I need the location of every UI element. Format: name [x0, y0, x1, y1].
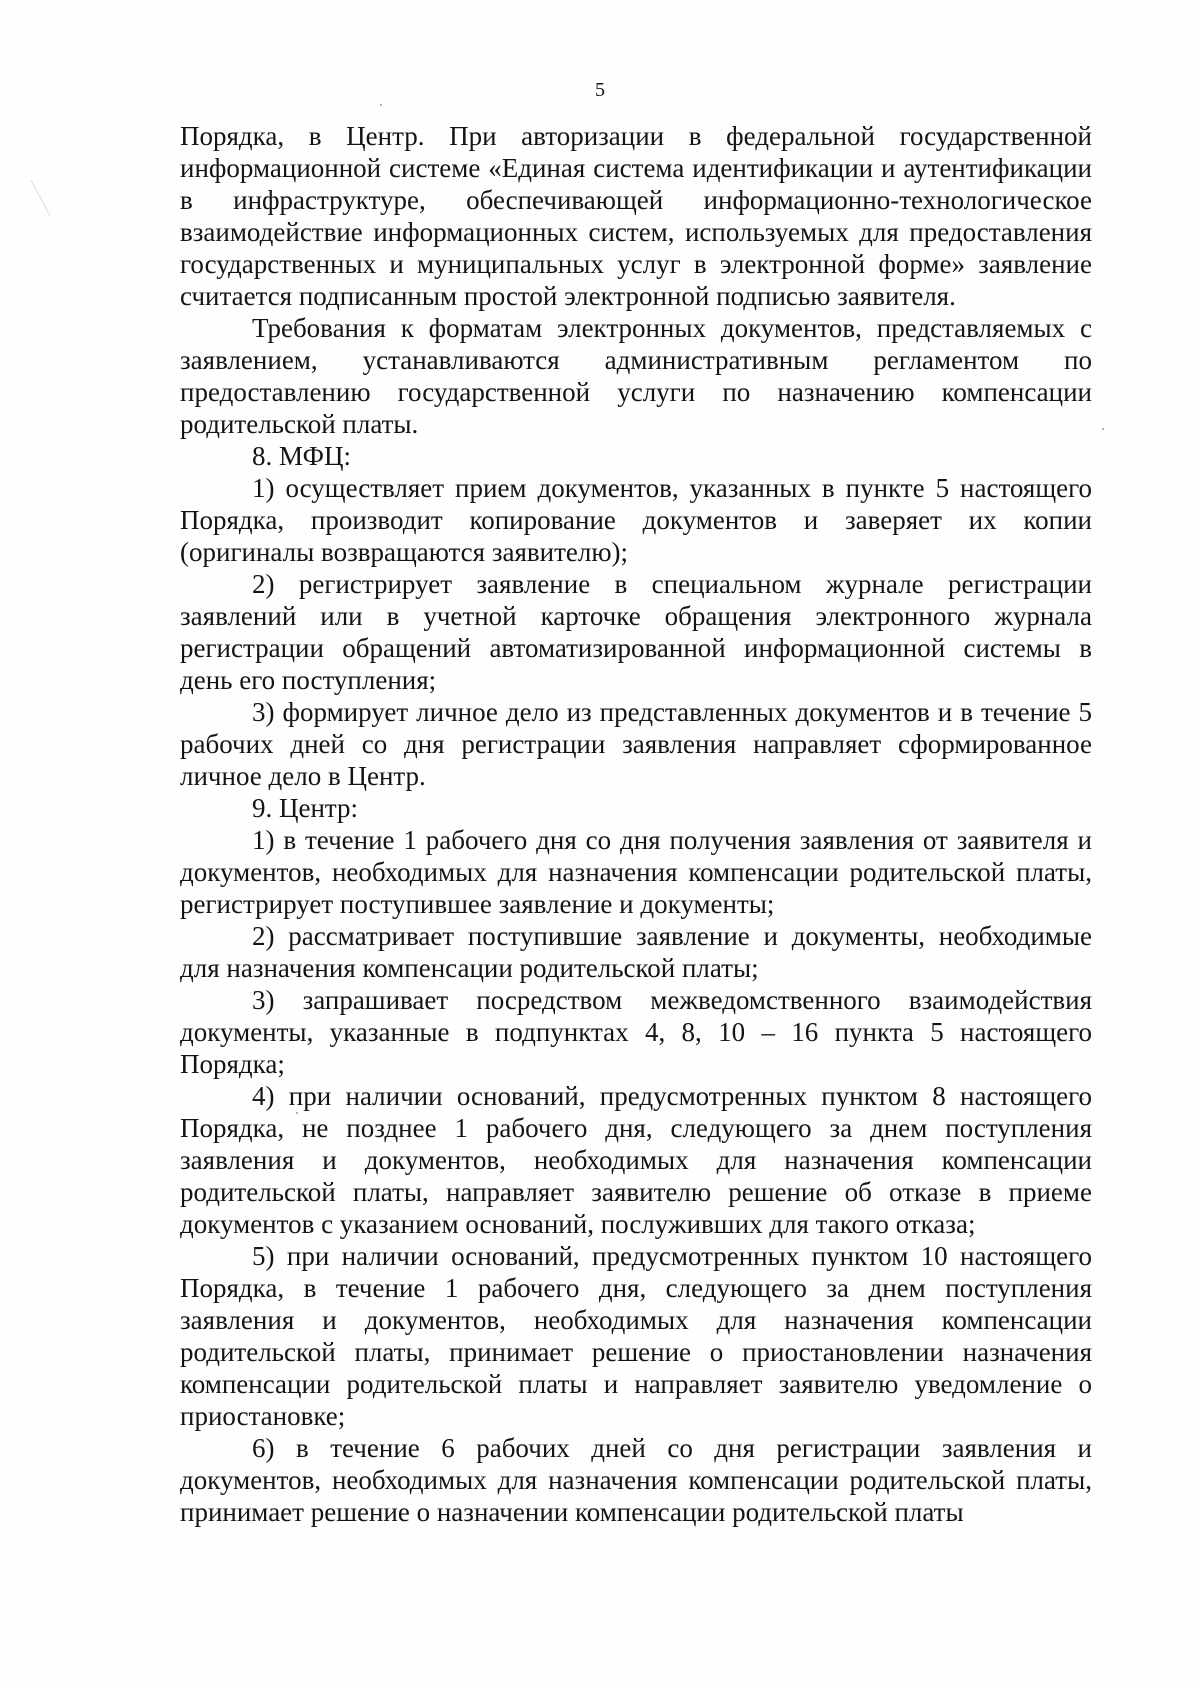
paragraph-continuation: Порядка, в Центр. При авторизации в федеральной государственной информационной системе «Единая система идентификации и аутентификации в инфраструктуре, обеспечивающей информационно-технологическое взаимодействие информационных систем, используемых для предоставления государственных и муниципальных услуг в электронной форме» заявление считается подписанным простой электронной подписью заявителя. — [180, 121, 1092, 311]
section-heading-mfc: 8. МФЦ: — [252, 441, 351, 471]
scan-artifact — [31, 180, 51, 216]
paragraph-format-requirements: Требования к форматам электронных документов, представляемых с заявлением, устанавливаются административным регламентом по предоставлению государственной услуги по назначению компенсации родительской платы. — [180, 313, 1092, 439]
list-item-mfc-2: 2) регистрирует заявление в специальном журнале регистрации заявлений или в учетной карточке обращения электронного журнала регистрации обращений автоматизированной информационной системы в день его поступления; — [180, 569, 1092, 695]
section-heading-center: 9. Центр: — [252, 793, 359, 823]
document-body — [180, 120, 1092, 1528]
scan-speck — [1102, 428, 1104, 430]
list-item-mfc-3: 3) формирует личное дело из представленных документов и в течение 5 рабочих дней со дня регистрации заявления направляет сформированное личное дело в Центр. — [180, 697, 1092, 791]
list-item-center-1: 1) в течение 1 рабочего дня со дня получения заявления от заявителя и документов, необходимых для назначения компенсации родительской платы, регистрирует поступившее заявление и документы; — [180, 825, 1092, 919]
list-item-center-6: 6) в течение 6 рабочих дней со дня регистрации заявления и документов, необходимых для назначения компенсации родительской платы, принимает решение о назначении компенсации родительской платы — [180, 1433, 1092, 1527]
list-item-center-5: 5) при наличии оснований, предусмотренных пунктом 10 настоящего Порядка, в течение 1 рабочего дня, следующего за днем поступления заявления и документов, необходимых для назначения компенсации родительской платы, принимает решение о приостановлении назначения компенсации родительской платы и направляет заявителю уведомление о приостановке; — [180, 1241, 1092, 1431]
list-item-center-2: 2) рассматривает поступившие заявление и документы, необходимые для назначения компенсации родительской платы; — [180, 921, 1092, 983]
list-item-center-4: 4) при наличии оснований, предусмотренных пунктом 8 настоящего Порядка, не позднее 1 рабочего дня, следующего за днем поступления заявления и документов, необходимых для назначения компенсации родительской платы, направляет заявителю решение об отказе в приеме документов с указанием оснований, послуживших для такого отказа; — [180, 1081, 1092, 1239]
page-number: 5 — [595, 79, 605, 101]
list-item-mfc-1: 1) осуществляет прием документов, указанных в пункте 5 настоящего Порядка, производит копирование документов и заверяет их копии (оригиналы возвращаются заявителю); — [180, 473, 1092, 567]
scan-speck — [380, 104, 382, 106]
list-item-center-3: 3) запрашивает посредством межведомственного взаимодействия документы, указанные в подпунктах 4, 8, 10 – 16 пункта 5 настоящего Порядка; — [180, 985, 1092, 1079]
